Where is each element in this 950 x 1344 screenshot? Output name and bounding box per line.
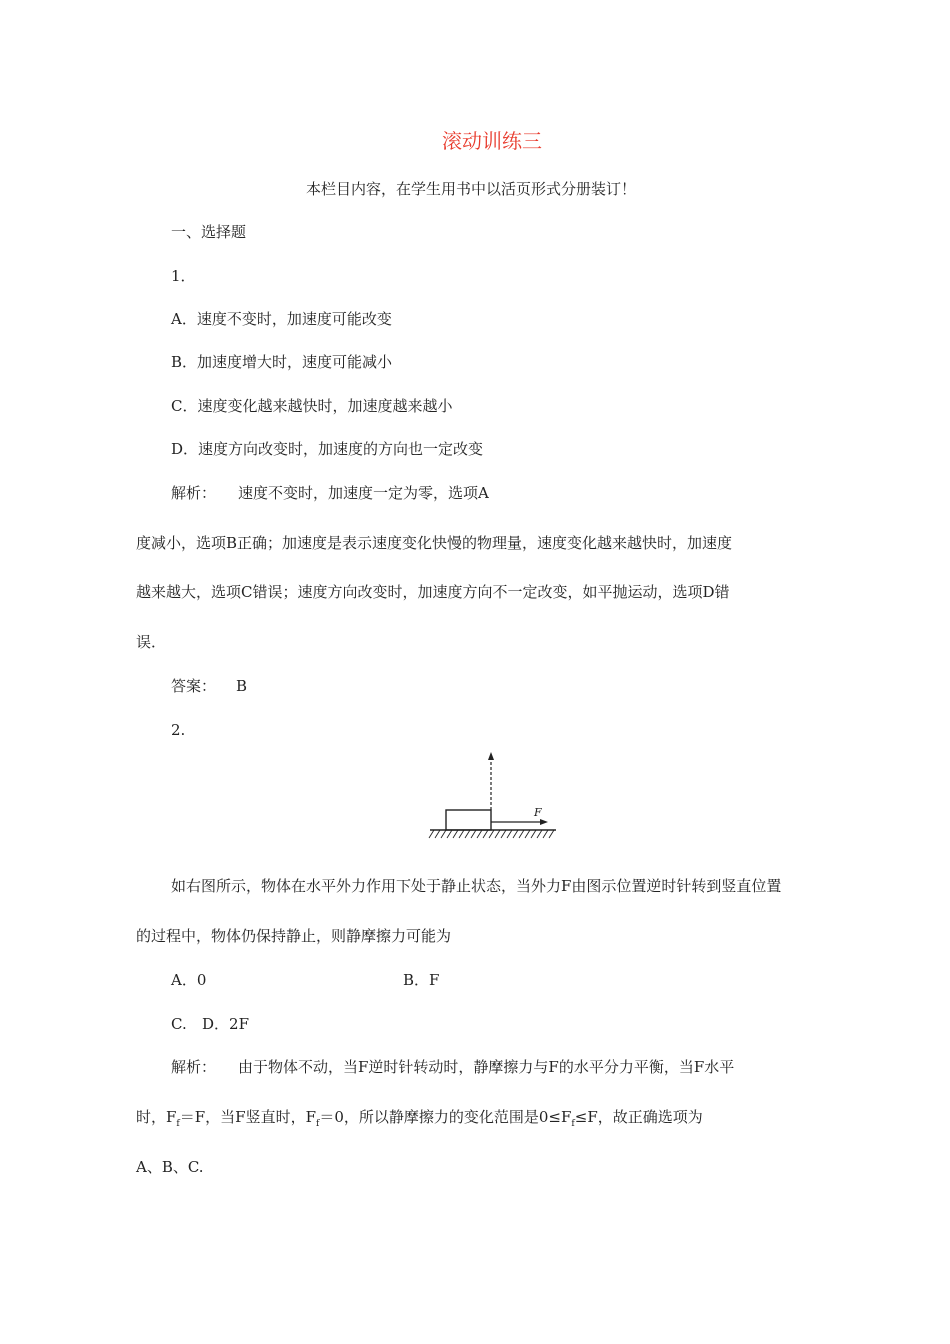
force-label: F — [534, 806, 542, 819]
force-diagram — [428, 752, 558, 844]
question-1-analysis-line: 速度不变时，加速度一定为零，选项A — [238, 484, 489, 502]
page-title: 滚动训练三 — [442, 129, 542, 153]
page-subtitle: 本栏目内容，在学生用书中以活页形式分册装订！ — [306, 180, 637, 198]
question-1-option-b: B．加速度增大时，速度可能减小 — [171, 353, 393, 371]
question-2-stem-line: 如右图所示，物体在水平外力作用下处于静止状态，当外力F由图示位置逆时针转到竖直位置 — [171, 877, 782, 895]
question-2-option-a: A．0 — [171, 971, 207, 989]
question-1-answer: B — [236, 677, 248, 695]
question-2-option-d: D．2F — [202, 1015, 249, 1033]
question-1-option-d: D．速度方向改变时，加速度的方向也一定改变 — [171, 440, 484, 458]
ground-hatching — [429, 830, 554, 838]
friction-subscript: f — [571, 1119, 575, 1129]
question-2-stem-line: 的过程中，物体仍保持静止，则静摩擦力可能为 — [136, 927, 452, 945]
question-1-analysis-label: 解析： — [171, 484, 217, 502]
analysis-text: 时，F — [136, 1108, 177, 1126]
section-heading: 一、选择题 — [171, 223, 247, 241]
question-1-answer-label: 答案： — [171, 677, 217, 695]
vertical-arrow-head — [488, 752, 494, 760]
question-2-analysis-label: 解析： — [171, 1058, 217, 1076]
friction-subscript: f — [316, 1119, 320, 1129]
question-1-analysis-line: 度减小，选项B正确；加速度是表示速度变化快慢的物理量，速度变化越来越快时，加速度 — [136, 534, 733, 552]
analysis-text: ≤F，故正确选项为 — [574, 1108, 703, 1126]
analysis-text: ＝0，所以静摩擦力的变化范围是0≤F — [319, 1108, 572, 1126]
question-2-analysis-line: 由于物体不动，当F逆时针转动时，静摩擦力与F的水平分力平衡，当F水平 — [238, 1058, 735, 1076]
question-1-analysis-line: 误． — [136, 633, 167, 651]
question-1-number: 1． — [171, 267, 196, 285]
block — [446, 810, 491, 830]
question-2-analysis-line: A、B、C. — [136, 1158, 204, 1176]
question-2-option-c: C. — [171, 1015, 187, 1033]
question-2-number: 2. — [171, 721, 186, 739]
force-arrow-head — [540, 819, 548, 825]
question-1-analysis-line: 越来越大，选项C错误；速度方向改变时，加速度方向不一定改变，如平抛运动，选项D错 — [136, 583, 730, 601]
analysis-text: ＝F，当F竖直时，F — [179, 1108, 316, 1126]
question-1-option-c: C．速度变化越来越快时，加速度越来越小 — [171, 397, 453, 415]
question-2-analysis-line — [136, 1107, 703, 1134]
question-1-option-a: A．速度不变时，加速度可能改变 — [171, 310, 392, 328]
question-2-option-b: B．F — [403, 971, 440, 989]
friction-subscript: f — [176, 1119, 180, 1129]
